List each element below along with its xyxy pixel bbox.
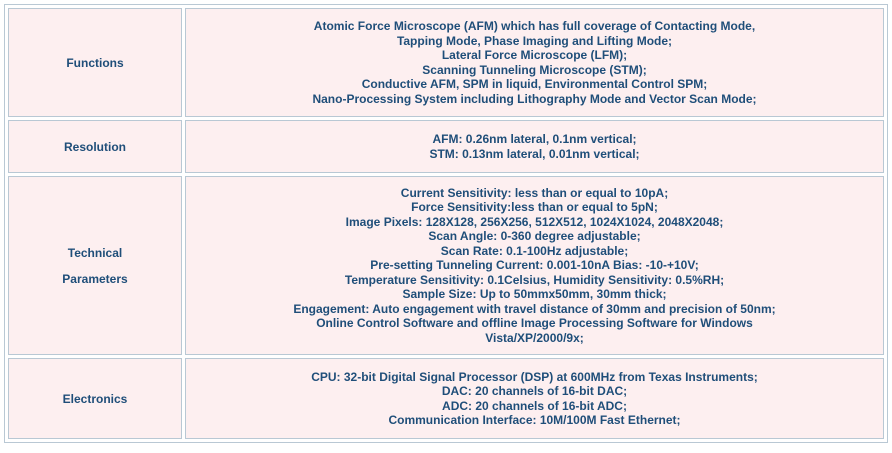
spec-line: Engagement: Auto engagement with travel distance of 30mm and precision of 50nm; (293, 301, 776, 316)
spec-line: CPU: 32-bit Digital Signal Processor (DSP) at 600MHz from Texas Instruments; (311, 369, 758, 384)
row-label-technical-parameters (8, 176, 182, 355)
spec-line: Communication Interface: 10M/100M Fast Ethernet; (388, 413, 681, 427)
row-label-text: Electronics (62, 391, 128, 406)
table-row-technical-parameters (8, 176, 884, 355)
spec-line: STM: 0.13nm lateral, 0.01nm vertical; (429, 146, 640, 161)
spec-line: DAC: 20 channels of 16-bit DAC; (441, 384, 628, 398)
row-value-technical-parameters (185, 176, 884, 355)
spec-line: Online Control Software and offline Image Processing Software for Windows (316, 316, 753, 331)
row-label-text: Resolution (64, 139, 126, 154)
spec-line: Scan Rate: 0.1-100Hz adjustable; (440, 243, 629, 258)
specifications-table (4, 4, 888, 443)
spec-line: Scan Angle: 0-360 degree adjustable; (428, 229, 641, 244)
row-label-electronics (8, 358, 182, 439)
spec-line: Pre-setting Tunneling Current: 0.001-10nA Bias: -10-+10V; (370, 258, 699, 273)
spec-line: Vista/XP/2000/9x; (485, 330, 584, 345)
row-label-text: Technical (67, 245, 123, 260)
spec-line: Temperature Sensitivity: 0.1Celsius, Humidity Sensitivity: 0.5%RH; (344, 272, 725, 287)
spec-line: Conductive AFM, SPM in liquid, Environmental Control SPM; (361, 77, 708, 91)
spec-line: Atomic Force Microscope (AFM) which has full coverage of Contacting Mode, (313, 19, 756, 33)
spec-line: Lateral Force Microscope (LFM); (441, 48, 628, 62)
spec-line: Tapping Mode, Phase Imaging and Lifting Mode; (396, 33, 673, 48)
spec-line: Force Sensitivity:less than or equal to 5pN; (411, 200, 658, 215)
row-value-functions (185, 8, 884, 117)
spec-line: Scanning Tunneling Microscope (STM); (422, 62, 647, 77)
table-row-electronics (8, 358, 884, 439)
table-row-functions (8, 8, 884, 117)
row-label-resolution (8, 120, 182, 173)
row-value-electronics (185, 358, 884, 439)
spec-line: Sample Size: Up to 50mmx50mm, 30mm thick; (402, 287, 667, 302)
row-value-resolution (185, 120, 884, 173)
spec-line: AFM: 0.26nm lateral, 0.1nm vertical; (432, 132, 637, 146)
table-row-resolution (8, 120, 884, 173)
spec-line: Nano-Processing System including Lithography Mode and Vector Scan Mode; (312, 91, 757, 106)
spec-line: ADC: 20 channels of 16-bit ADC; (442, 398, 627, 413)
row-label-text: Parameters (62, 271, 128, 286)
spec-line: Current Sensitivity: less than or equal to 10pA; (400, 185, 669, 200)
row-label-functions (8, 8, 182, 117)
spec-line: Image Pixels: 128X128, 256X256, 512X512, 1024X1024, 2048X2048; (345, 214, 724, 229)
row-label-text: Functions (66, 55, 124, 70)
